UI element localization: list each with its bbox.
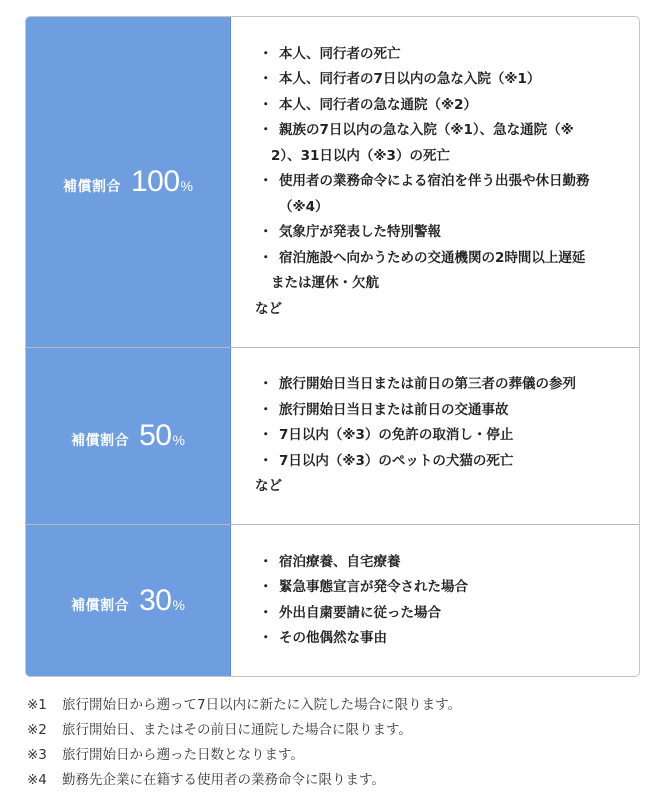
bullet-icon: ・ — [259, 122, 273, 139]
bullet-icon: ・ — [259, 579, 273, 595]
percent-sign: % — [180, 178, 193, 194]
conditions-list — [255, 42, 590, 297]
bullet-icon: ・ — [259, 96, 273, 113]
rate-label-cell — [26, 348, 231, 524]
rate-number: 50 — [139, 419, 172, 452]
rate-value — [131, 165, 193, 199]
list-item — [255, 118, 590, 169]
footnote-text: 旅行開始日、またはその前日に通院した場合に限ります。 — [62, 722, 412, 738]
item-text: その他偶然な事由 — [279, 630, 387, 646]
list-item — [255, 575, 468, 601]
item-text-continuation: 2）、31日以内（※3）の死亡 — [271, 147, 450, 164]
footnote-text: 旅行開始日から遡って7日以内に新たに入院した場合に限ります。 — [62, 697, 462, 713]
item-text: 気象庁が発表した特別警報 — [279, 224, 441, 241]
bullet-icon: ・ — [259, 401, 273, 418]
item-text: 宿泊施設へ向かうための交通機関の2時間以上遅延 — [279, 249, 586, 266]
compensation-row-30 — [26, 525, 639, 676]
bullet-icon: ・ — [259, 45, 273, 62]
list-item — [255, 372, 576, 398]
bullet-icon: ・ — [259, 630, 273, 646]
bullet-icon: ・ — [259, 604, 273, 621]
etc-text: など — [255, 478, 282, 495]
footnote — [27, 768, 461, 793]
footnote-mark: ※1 — [27, 697, 47, 713]
footnote — [27, 693, 461, 718]
percent-sign: % — [172, 432, 185, 448]
rate-label: 補償割合 — [62, 179, 121, 195]
footnote-text: 旅行開始日から遡った日数となります。 — [62, 747, 304, 763]
rate-label: 補償割合 — [71, 597, 130, 614]
conditions-cell — [231, 17, 639, 347]
list-item — [255, 601, 468, 627]
footnote-mark: ※2 — [27, 722, 47, 738]
item-text: 緊急事態宣言が発令された場合 — [279, 579, 468, 595]
bullet-icon: ・ — [259, 224, 273, 241]
conditions-cell — [231, 525, 639, 676]
rate-label-cell — [26, 17, 231, 347]
item-text: 本人、同行者の7日以内の急な入院（※1） — [279, 71, 541, 88]
item-text-continuation: または運休・欠航 — [271, 275, 379, 292]
rate-value — [139, 584, 185, 618]
item-text-continuation: （※4） — [279, 198, 329, 215]
list-item — [255, 626, 468, 652]
footnote-mark: ※3 — [27, 747, 47, 763]
bullet-icon: ・ — [259, 553, 273, 570]
rate-value — [139, 419, 185, 453]
list-item — [255, 42, 590, 68]
list-item — [255, 449, 576, 475]
bullet-icon: ・ — [259, 173, 273, 190]
rate-number: 100 — [130, 165, 180, 198]
compensation-row-50 — [26, 348, 639, 525]
percent-sign: % — [172, 596, 185, 613]
footnotes-list — [27, 693, 461, 793]
compensation-table — [25, 16, 640, 677]
item-text: 7日以内（※3）の免許の取消し・停止 — [279, 427, 514, 444]
bullet-icon: ・ — [259, 452, 273, 469]
list-item — [255, 398, 576, 424]
item-text: 旅行開始日当日または前日の交通事故 — [279, 401, 509, 418]
list-item — [255, 246, 590, 297]
list-item — [255, 67, 590, 93]
item-text: 旅行開始日当日または前日の第三者の葬儀の参列 — [279, 376, 576, 393]
rate-label: 補償割合 — [71, 433, 130, 449]
list-item — [255, 93, 590, 119]
footnote-text: 勤務先企業に在籍する使用者の業務命令に限ります。 — [62, 772, 385, 788]
item-text: 宿泊療養、自宅療養 — [279, 553, 401, 570]
bullet-icon: ・ — [259, 427, 273, 444]
item-text: 外出自粛要請に従った場合 — [279, 604, 441, 621]
list-item — [255, 220, 590, 246]
rate-label-cell — [26, 525, 231, 676]
item-text: 7日以内（※3）のペットの犬猫の死亡 — [279, 452, 514, 469]
item-text: 本人、同行者の急な通院（※2） — [279, 96, 478, 113]
footnote — [27, 718, 461, 743]
footnote-mark: ※4 — [27, 772, 47, 788]
conditions-list — [255, 550, 468, 652]
etc-text: など — [255, 300, 282, 317]
conditions-list — [255, 372, 576, 474]
conditions-cell — [231, 348, 639, 524]
bullet-icon: ・ — [259, 71, 273, 88]
list-item — [255, 169, 590, 220]
footnote — [27, 743, 461, 768]
bullet-icon: ・ — [259, 249, 273, 266]
list-item — [255, 550, 468, 576]
item-text: 本人、同行者の死亡 — [279, 45, 401, 62]
item-text: 親族の7日以内の急な入院（※1）、急な通院（※ — [279, 122, 574, 139]
list-item — [255, 423, 576, 449]
compensation-row-100 — [26, 17, 639, 348]
rate-number: 30 — [139, 583, 172, 617]
item-text: 使用者の業務命令による宿泊を伴う出張や休日勤務 — [279, 173, 590, 190]
bullet-icon: ・ — [259, 376, 273, 393]
